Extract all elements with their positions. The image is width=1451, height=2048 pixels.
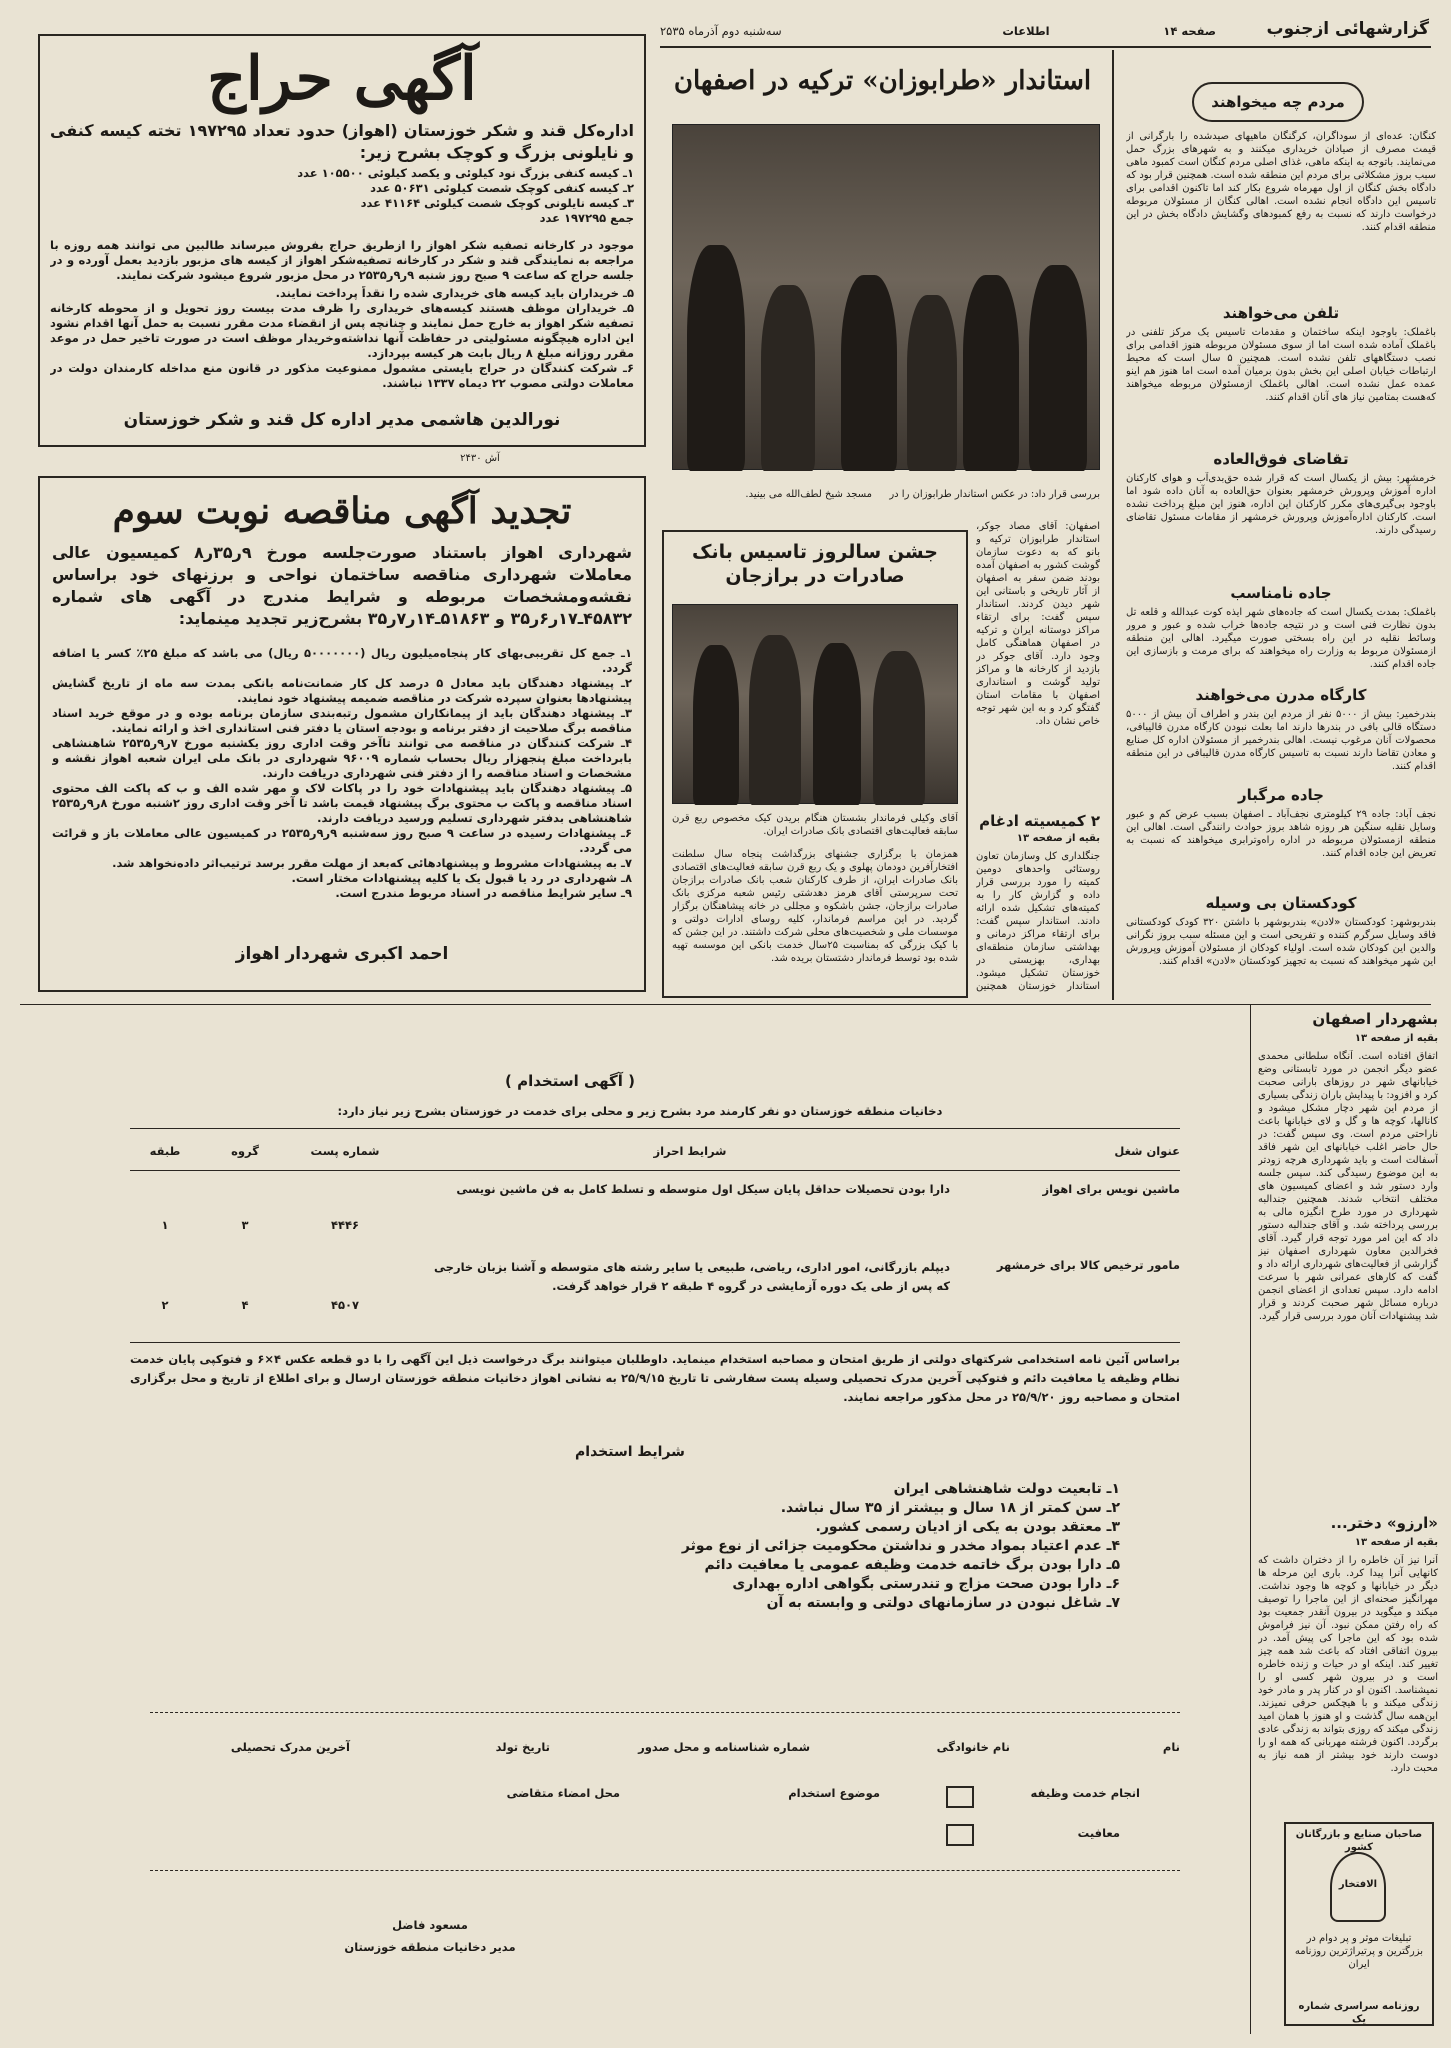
condition-item: ۷ـ شاغل نبودن در سازمانهای دولتی و وابسته به آن <box>766 1595 1120 1611</box>
right-column-rule <box>1112 50 1114 1000</box>
bank-photo <box>672 604 958 804</box>
condition-item: ۲ـ سن کمتر از ۱۸ سال و بیشتر از ۳۵ سال نباشد. <box>780 1500 1120 1516</box>
mayor-continuation: بقیه از صفحه ۱۳ <box>1354 1033 1438 1044</box>
committee-body: جنگلداری کل وسازمان تعاون روستائی واحدهای دومین کمیته را مورد بررسی قرار داده و گزارش کار را به کمیته‌های تشکیل شده ارائه دادند. استاندار سپس گفت: برای ارتقاء مراکز درمانی و بهداشتی سازمان منطقه‌ای بهداری، بهزیستی در خوزستان تشکیل میشود. استاندار خوزستان همچنین <box>976 851 1100 992</box>
table-cell-group: ۳ <box>241 1218 249 1232</box>
section-text: باغملک: بمدت یکسال است که جاده‌های شهر ایذه کوت عبدالله و قلعه تل بدون نظارت فنی است و در نتیجه جاده‌ها خراب شده و عبور و مرور وسائط نقلیه در این راه بسختی صورت میگیرد. اهالی این منطقه ازمسئولان مربوط به وزارت راه میخواهند که برای مرمت و بازسازی این جاده اقدام کنند. <box>1126 607 1436 670</box>
people-want-logo: مردم چه میخواهند <box>1192 82 1364 122</box>
section-heading: کارگاه مدرن می‌خواهند <box>1195 686 1367 704</box>
governor-body: اصفهان: آقای مصاد جوکر، استاندار طرابوزان ترکیه و بانو که به دعوت سازمان گوشت کشور به اصفهان آمده بودند ضمن سفر به اصفهان از آثار تاریخی و باستانی این شهر دیدن کردند. استاندار سپس گفت: برای ارتقاء مراکز دوستانه ایران و ترکیه در اصفهان هماهنگی کامل وجود دارد. آقای جوکر در بازدید از کارخانه ها و مراکز تولید گوشت و استانداری اصفهان با مقامات استان گفتگو کرد و به این شهر توجه خاص نشان داد. <box>976 521 1100 727</box>
governor-photo <box>672 124 1100 470</box>
employment-table <box>130 1134 1180 1344</box>
table-cell-job: ماشین نویس برای اهواز <box>1042 1182 1180 1196</box>
section-heading: جاده نامناسب <box>1230 584 1332 602</box>
employment-title: ( آگهی استخدام ) <box>505 1072 635 1090</box>
form-field-label: آخرین مدرک تحصیلی <box>230 1740 350 1754</box>
arzu-body: آنرا نیز آن خاطره را از دختران داشت که کانهایی آنرا پیدا کرد. باری این مرحله ها دیگر در خیابانها و کوچه ها وجود نداشت. مهرانگیز صحنه‌ای از این ماجرا را توصیف میکند و میگوید در بیرون آنقدر جمعیت بود که راه رفتن ممکن نبود. آن نیز فراموش شده بود که این ماجرا کی پیش آمد. در بیرون اتفاقی افتاد که باعث شد همه چیز تغییر کند. اینکه او در حیات و زنده خاطره است و در بیرون شهر کسی او را نمیشناسد. اکنون او در کنار پدر و مادر خود زندگی میکند و با هیچکس حرفی نمیزند. این‌همه سال گذشت و او هنوز با همان امید زندگی میکند که روزی بتواند به زندگی عادی برگردد. اکنون فرشته مهربانی که همه او را دوست دارند خود بیشتر از همه نیاز به محبت دارد. <box>1258 1555 1438 1774</box>
table-header: شماره پست <box>310 1144 380 1158</box>
masthead-rule <box>660 46 1431 48</box>
section-text: بندرخمیر: بیش از ۵۰۰۰ نفر از مردم این بندر و اطراف آن بیش از ۵۰۰۰ دستگاه قالی بافی در بندرها دارند اما بعلت نبودن کارگاه مدرن قالیبافی، محصولات آنان مرغوب نیست. اهالی بندرخمیر از مسئولان اداره کل صنایع و معادن تقاضا دارند نسبت به تاسیس کارگاه مدرن قالیبافی در این منطقه اقدام کنند. <box>1126 709 1436 772</box>
form-cut-line <box>150 1870 1180 1871</box>
section-heading: تلفن می‌خواهند <box>1222 304 1340 322</box>
auction-ad-intro: اداره‌کل قند و شکر خوزستان (اهواز) حدود تعداد ۱۹۷۲۹۵ تخته کیسه کنفی و نایلونی بزرگ و کوچک بشرح زیر: <box>50 121 634 162</box>
employment-intro: دخانیات منطقه خوزستان دو نفر کارمند مرد بشرح زیر و محلی برای خدمت در خوزستان بشرح زیر نیاز دارد: <box>337 1104 943 1118</box>
paper-name: اطلاعات <box>1002 24 1050 38</box>
section-text: خرمشهر: بیش از یکسال است که قرار شده حق‌بدی‌آب و هوای کارکنان اداره آموزش وپرورش خرمشهر بعنوان حق‌العاده به آنان داده شود اما باوجود بی‌گیری‌های مکرر کارکنان این اداره، هنوز این مبلغ پرداخت نشده است. کارکنان اداره‌آموزش وپرورش خرمشهر از مقامات مسئول تقاضای رسیدگی دارند. <box>1126 473 1436 536</box>
tender-condition: ۹ـ سایر شرایط مناقصه در اسناد مربوط مندرج است. <box>335 886 632 900</box>
right-column-intro: کنگان: عده‌ای از سوداگران، کرگنگان ماهیهای صیدشده را بارگرانی از قیمت مصرف از صیادان خریداری میکنند و به شهرهای بزرگ حمل می‌نمایند. باتوجه به اینکه ماهی، غذای اصلی مردم کنگان است کمبود ماهی سبب بروز مشکلاتی برای مردم این منطقه شده است. همچنین قرار بود که دادگاه بخش کنگان از اول مهرماه شروع بکار کند اما تاکنون اقدامی برای تاسیس این دادگاه انجام نشده است. اهالی کنگان از مسئولان مربوطه درخواست دارند که نسبت به رفع کمبودهای وگشایش دادگاه بخش در این منطقه اقدام کنند. <box>1126 131 1436 233</box>
form-checkbox <box>946 1824 974 1846</box>
arzu-headline: «ارزو» دختر... <box>1330 1514 1438 1532</box>
form-field-label: معافیت <box>1077 1826 1120 1840</box>
table-header: شرایط احراز <box>653 1144 727 1158</box>
auction-condition: ۵ـ خریداران باید کیسه های خریداری شده را نقداً پرداخت نمایند. <box>275 286 634 300</box>
governor-headline: استاندار «طرابوزان» ترکیه در اصفهان <box>673 66 1092 96</box>
tender-ad-conditions <box>52 646 632 901</box>
table-cell-post: ۴۵۰۷ <box>330 1298 360 1312</box>
section-heading: کودکستان بی وسیله <box>1205 894 1357 912</box>
table-cell-group: ۴ <box>241 1298 249 1312</box>
section-text: نجف آباد: جاده ۲۹ کیلومتری نجف‌آباد ـ اصفهان بسبب عرض کم و عبور وسایل نقلیه سنگین هر روزه شاهد بروز حوادث رانندگی است. اهالی این منطقه ازمسئولان مربوطه در اداره راه‌وترابری میخواهند که نسبت به تعریض این جاده اقدام کنند. <box>1126 809 1436 859</box>
condition-item: ۱ـ تابعیت دولت شاهنشاهی ایران <box>893 1481 1120 1497</box>
condition-item: ۵ـ دارا بودن برگ خاتمه خدمت وظیفه عمومی یا معافیت دائم <box>704 1557 1120 1573</box>
employment-conditions <box>420 1480 1120 1613</box>
form-field-label: موضوع استخدام <box>788 1786 880 1800</box>
committee-headline: ۲ کمیسیته ادغام <box>979 812 1100 830</box>
section-text: بندربوشهر: کودکستان «لادن» بندربوشهر با داشتن ۳۲۰ کودک کودکستانی فاقد وسایل سرگرم کننده و تفریحی است و این مسئله سبب بروز نگرانی والدین این کودکان شده است. اولیاء کودکان از مسئولان آموزش وپرورش این شهر میخواهند که نسبت به تجهیز کودکستان «لادن» اقدام کنند. <box>1126 917 1436 967</box>
tender-condition: ۸ـ شهرداری در رد یا قبول یک یا کلیه پیشنهادات مختار است. <box>291 871 632 885</box>
form-field-label: نام <box>1162 1740 1180 1754</box>
tender-condition: ۲ـ پیشنهاد دهندگان باید معادل ۵ درصد کل کار ضمانت‌نامه بانکی بمدت سه ماه از تاریخ گشایش پیشنهادها بعنوان سپرده شرکت در مناقصه ضمیمه پیشنهاد خود نمایند. <box>52 676 632 705</box>
date-line: سه‌شنبه دوم آذرماه ۲۵۳۵ <box>660 24 782 38</box>
tender-condition: ۳ـ پیشنهاد دهندگان باید از پیمانکاران مشمول رتبه‌بندی سازمان برنامه بوده و در موقع خرید اسناد مناقصه برگ صلاحیت از دفتر برنامه و بودجه استان یا دفتر فنی استانداری اخذ و ارائه نمایند. <box>52 706 632 735</box>
form-cut-line <box>150 1712 1180 1713</box>
bottom-ad-text: تبلیغات موثر و پر دوام در بزرگترین و پرتیراژترین روزنامه ایران <box>1294 1933 1424 1970</box>
tender-condition: ۱ـ جمع کل تقریبی‌بهای کار پنجاه‌میلیون ریال (۵۰۰۰۰۰۰۰ ریال) می باشد که مبلغ ۲۵٪ کسر یا اضافه گردد. <box>52 646 632 675</box>
form-field-label: تاریخ تولد <box>495 1740 550 1754</box>
auction-condition: ۶ـ شرکت کنندگان در حراج بایستی مشمول ممنوعیت مذکور در قانون منع مداخله کارمندان دولت در معاملات دولتی مصوب ۲۲ دیماه ۱۳۳۷ نباشند. <box>50 361 634 390</box>
condition-item: ۳ـ معتقد بودن به یکی از ادیان رسمی کشور. <box>815 1519 1120 1535</box>
committee-continuation: بقیه از صفحه ۱۳ <box>1016 833 1100 844</box>
form-checkbox <box>946 1786 974 1808</box>
auction-ad-items <box>210 166 634 226</box>
employment-signature-title: مدیر دخانیات منطقه خوزستان <box>344 1940 516 1954</box>
conditions-title: شرایط استخدام <box>575 1444 685 1460</box>
bank-headline: جشن سالروز تاسیس بانک صادرات در برازجان <box>692 541 938 587</box>
table-cell-grade: ۲ <box>161 1298 169 1312</box>
section-heading: جاده مرگبار <box>1238 786 1324 804</box>
table-header: گروه <box>231 1144 259 1158</box>
auction-item-total: جمع ۱۹۷۲۹۵ عدد <box>539 211 634 225</box>
employment-signature-name: مسعود فاضل <box>392 1918 468 1932</box>
auction-item: ۲ـ کیسه کنفی کوچک شصت کیلوئی ۵۰۶۳۱ عدد <box>370 181 634 195</box>
application-form-row-2 <box>150 1786 1180 1856</box>
form-field-label: شماره شناسنامه و محل صدور <box>638 1740 810 1754</box>
bank-caption: آقای وکیلی فرماندار بشستان هنگام بریدن کیک مخصوص ربع قرن سابقه فعالیت‌های اقتصادی بانک صادرات ایران. <box>672 813 958 837</box>
lower-right-rule <box>1250 1004 1251 2034</box>
bottom-ad-emblem: الافتخار <box>1330 1852 1386 1922</box>
auction-ad-code: آش ۲۴۳۰ <box>460 453 500 464</box>
bottom-ad-foot: روزنامه سراسری شماره یک <box>1298 2001 1420 2025</box>
bottom-ad-title: صاحبان صنایع و بازرگانان کشور <box>1295 1829 1423 1853</box>
tender-ad-signature: احمد اکبری شهردار اهواز <box>235 944 449 964</box>
auction-item: ۳ـ کیسه نایلونی کوچک شصت کیلوئی ۴۱۱۶۴ عدد <box>360 196 634 210</box>
table-cell-job: مامور ترخیص کالا برای خرمشهر <box>996 1258 1180 1272</box>
auction-item: ۱ـ کیسه کنفی بزرگ نود کیلوئی و یکصد کیلوئی ۱۰۵۵۰۰ عدد <box>297 166 634 180</box>
employment-body: براساس آئین نامه استخدامی شرکتهای دولتی از طریق امتحان و مصاحبه استخدام مینماید. داوطلبان میتوانند برگ درخواست ذیل این آگهی را با دو قطعه عکس ۴×۶ و فتوکپی پایان خدمت نظام وظیفه یا معافیت دائم و فتوکپی آخرین مدرک تحصیلی وسیله پست سفارشی تا تاریخ ۲۵/۹/۱۵ به نشانی اهواز دخانیات منطقه خوزستان ارسال و برای اطلاع از تاریخ و محل برگزاری امتحان و مصاحبه روز ۲۵/۹/۲۰ در محل مذکور مراجعه نمایند. <box>130 1352 1180 1404</box>
form-field-label: محل امضاء متقاضی <box>506 1786 620 1800</box>
form-field-label: انجام خدمت وظیفه <box>1030 1786 1140 1800</box>
table-cell-grade: ۱ <box>161 1218 169 1232</box>
table-cell-post: ۴۴۴۶ <box>330 1218 360 1232</box>
tender-condition: ۶ـ پیشنهادات رسیده در ساعت ۹ صبح روز سه‌شنبه ۹ر۹ر۲۵۳۵ در کمیسیون عالی معاملات باز و قرائت می گردد. <box>52 826 632 855</box>
arzu-continuation: بقیه از صفحه ۱۳ <box>1354 1537 1438 1548</box>
auction-ad-body: موجود در کارخانه تصفیه شکر اهواز را ازطریق حراج بفروش میرساند طالبین می توانند همه روزه با مراجعه به نمایندگی قند و شکر در کارخانه تصفیه‌شکر اهواز از کیسه های مزبور بازدید بعمل آورده و در جلسه حراج که ساعت ۹ صبح روز شنبه ۹ر۹ر۲۵۳۵ در محل مزبور شروع میشود شرکت نمایند. <box>50 238 634 282</box>
table-header: طبقه <box>149 1144 181 1158</box>
mayor-body: اتفاق افتاده است. آنگاه سلطانی محمدی عضو دیگر انجمن در مورد تابستانی وضع خیابانهای شهر در روزهای بارانی صحبت کرد و افزود: با پیدایش باران زندگی بسیاری از مردم این شهر دچار مشکل میشود و کانالها، کوچه ها و گل و لای خیابانها باعث ناراحتی مردم است. وی سپس گفت: در حال حاضر اغلب خیابانهای این شهر فاقد آسفالت است و باید شهرداری هرچه زودتر به این موضوع رسیدگی کند. سپس جلسه وارد دستور شد و اعضای کمیسیون های مختلف انتخاب شدند. همچنین جندالبه شهرداری در مورد طرح انگیزه مالی به بررسی پرداخته شد. و آقای جندالبه دستور داد که این امر مورد توجه قرار گیرد. آقای فخرالدین معاون شهرداری اصفهان نیز گزارشی از فعالیت‌های شهرداری ارائه داد و گفت که کارهای عمرانی شهر با سرعت ادامه دارد. سپس تعدادی از اعضای انجمن درباره مسائل شهر صحبت کردند و قرار شد پیشنهادات آنان مورد بررسی قرار گیرد. <box>1258 1051 1438 1322</box>
governor-caption-left: مسجد شیخ لطف‌الله می بینید. <box>745 489 872 500</box>
tender-condition: ۵ـ پیشنهاد دهندگان باید پیشنهادات خود را در پاکات لاک و مهر شده الف و ب که پاکت الف محتوی اسناد مناقصه و پاکت ب محتوی برگ پیشنهاد قیمت باشد تا آخر وقت اداری روز ۲شنبه مورخ ۸ر۹ر۲۵۳۵ شاهنشاهی بدفتر شهرداری تسلیم ورسید دریافت دارند. <box>52 781 632 825</box>
form-field-label: نام خانوادگی <box>936 1740 1010 1754</box>
horizontal-rule <box>20 1004 1431 1005</box>
table-top-rule <box>130 1128 1180 1129</box>
application-form-row-1 <box>150 1740 1180 1770</box>
table-cell-req: دارا بودن تحصیلات حداقل پایان سیکل اول متوسطه و تسلط کامل به فن ماشین نویسی <box>456 1182 950 1196</box>
section-heading: تقاضای فوق‌العاده <box>1213 450 1349 468</box>
tender-ad-title: تجدید آگهی مناقصه نوبت سوم <box>112 490 572 532</box>
auction-condition: ۵ـ خریداران موظف هستند کیسه‌های خریداری را ظرف مدت بیست روز تحویل و از محوطه کارخانه تصفیه شکر اهواز به خارج حمل نمایند و چنانچه پس از انقضاء مدت مقرر نسبت به حمل آنها اقدام نشود این اداره هیچگونه مسئولیتی در حفاظت آنها نداشته‌وخریدار موظف است در صورت تاخیر حمل در موعد مقرر روزانه مبلغ ۸ ریال بابت هر کیسه بپردازد. <box>50 301 634 360</box>
auction-ad-conditions <box>50 286 634 391</box>
governor-caption-right: بررسی قرار داد: در عکس استاندار طرابوزان را در <box>889 489 1100 500</box>
tender-ad-intro: شهرداری اهواز باستناد صورت‌جلسه مورخ ۹ر۳۵ر۸ کمیسیون عالی معاملات شهرداری مناقصه ساختمان نواحی و برزنهای خود براساس نقشه‌ومشخصات مربوطه و شرایط مندرج در آگهی های شماره ۴۵۸۳۲ـ۱۷ر۶ر۳۵ و ۵۱۸۶۳ـ۱۴ر۷ر۳۵ بشرح‌زیر تجدید مینماید: <box>52 543 632 628</box>
condition-item: ۴ـ عدم اعتیاد بمواد مخدر و نداشتن محکومیت جزائی از نوع موثر <box>681 1538 1120 1554</box>
bank-body: همزمان با برگزاری جشنهای بزرگداشت پنجاه سال سلطنت افتخارآفرین دودمان پهلوی و یک ربع قرن سابقه فعالیت‌های اقتصادی بانک صادرات ایران، از طرف کارکنان شعب بانک صادرات برازجان تحت سرپرستی آقای هرمز دهدشتی رئیس شعبه مرکزی بانک صادرات برازجان، جشن باشکوه و مجللی در خانه پیشاهنگان برگزار گردید. در این مراسم فرماندار، کلیه روسای ادارات دولتی و موسسات ملی و شخصیت‌های محلی شرکت داشتند. در این جشن که با کیک بزرگی که بمناسبت ۲۵سال خدمت بانکی این موسسه تهیه شده بود توسط فرماندار دشتستان بریده شد. <box>672 849 958 964</box>
tender-condition: ۴ـ شرکت کنندگان در مناقصه می توانند تاآخر وقت اداری روز یکشنبه مورخ ۷ر۹ر۲۵۳۵ شاهنشاهی بابرداخت مبلغ پنجهزار ریال بحساب شماره ۹۶۰۰۹ شهرداری در بانک ملی ایران شعبه اهواز نقشه و مشخصات و اسناد مناقصه را از دفتر فنی شهرداری دریافت دارند. <box>52 736 632 780</box>
tender-condition: ۷ـ به پیشنهادات مشروط و پیشنهادهائی که‌بعد از مهلت مقرر برسد ترتیب‌اثر داده‌نخواهد شد. <box>112 856 632 870</box>
section-title: گزارشهائی ازجنوب <box>1266 19 1429 39</box>
auction-ad-signature: نورالدین هاشمی مدیر اداره کل قند و شکر خوزستان <box>123 410 561 430</box>
table-cell-req: دیپلم بازرگانی، امور اداری، ریاضی، طبیعی یا سایر رشته های متوسطه و آشنا بزبان خارجی که پس از طی یک دوره آزمایشی در گروه ۴ طبقه ۲ قرار خواهد گرفت. <box>434 1260 950 1293</box>
section-text: باغملک: باوجود اینکه ساختمان و مقدمات تاسیس یک مرکز تلفنی در باغملک آماده شده است اما از سوی مسئولان مربوطه هنوز اقدامی برای نصب دستگاههای تلفن نشده است. همچنین ۵ سال است که محیط ارتباطات خیابان اصلی این بخش بدون برمیان آمده است اما هنوز هم اینو عمده عمل نشده است. اهالی باغملک ازمسئولان مربوطه میخواهند که‌هست بمتامین نیاز های آنان اقدام کنند. <box>1126 327 1436 403</box>
page-label: صفحه ۱۴ <box>1163 24 1216 38</box>
condition-item: ۶ـ دارا بودن صحت مزاج و تندرستی بگواهی اداره بهداری <box>732 1576 1120 1592</box>
table-header: عنوان شغل <box>1114 1144 1180 1158</box>
auction-ad-title: آگهی حراج <box>207 44 477 114</box>
mayor-headline: بشهردار اصفهان <box>1312 1010 1438 1028</box>
